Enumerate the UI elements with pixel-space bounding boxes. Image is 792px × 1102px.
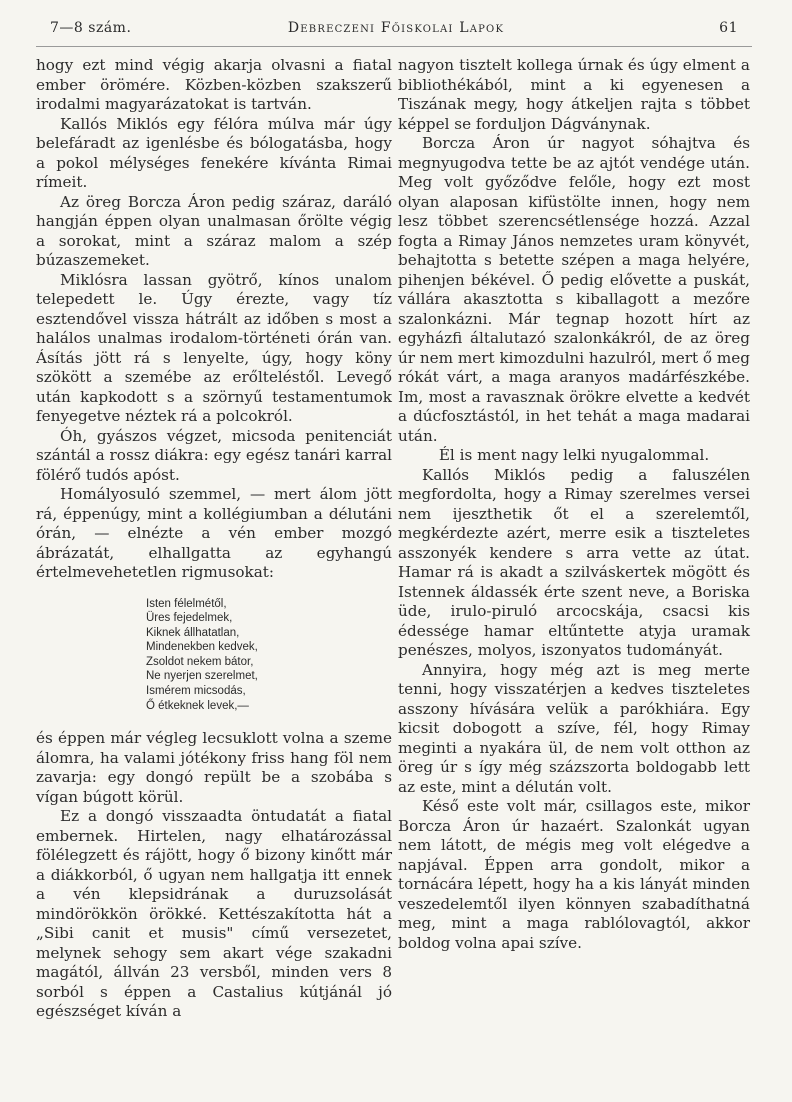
poem-line: Ő étkeknek levek,—	[146, 699, 249, 712]
paragraph: Az öreg Borcza Áron pedig száraz, daráló hangján éppen olyan unalmasan őrölte végig a sorokat, mint a száraz malom a szép búzaszemeket.	[36, 192, 392, 269]
paragraph: Késő este volt már, csillagos este, mikor Borcza Áron úr hazaért. Szalonkát ugyan nem látott, de mégis meg volt elégedve a napjával. Éppen arra gondolt, mikor a tornácára lépett, hogy ha a kis lányát minden veszedelemtől ilyen könnyen szabadíthatná meg, mint a maga rablólovagtól, akkor boldog volna apai szíve.	[398, 797, 750, 952]
poem-line: Zsoldot nekem bátor,	[146, 655, 254, 668]
journal-title: Debreczeni Főiskolai Lapok	[287, 20, 505, 36]
issue-number: 7—8 szám.	[50, 20, 132, 36]
paragraph: Homályosuló szemmel, — mert álom jött rá, éppenúgy, mint a kollégiumban a délutáni órán, — elnézte a vén ember mozgó ábrázatát, elhallgatta az egyhangú értelmevehetetlen rigmusokat:	[36, 485, 392, 581]
poem-line: Mindenekben kedvek,	[146, 641, 258, 654]
paragraph: Óh, gyászos végzet, micsoda penitenciát szántál a rossz diákra: egy egész tanári karral fölérő tudós apóst.	[36, 426, 392, 484]
paragraph: Miklósra lassan gyötrő, kínos unalom telepedett le. Úgy érezte, vagy tíz esztendővel vissza hátrált az időben s most a halálos unalmas irodalom-történeti órán van. Ásítás jött rá s lenyelte, úgy, hogy köny szökött a szemébe az erőlteléstől. Levegő után kapkodott s a szörnyű testamentumok fenyegetve néztek rá a polcokról.	[36, 270, 392, 425]
paragraph: és éppen már végleg lecsuklott volna a szeme álomra, ha valami jótékony friss hang föl nem zavarja: egy dongó repült be a szobába s vígan búgott körül.	[36, 729, 392, 806]
paragraph: Borcza Áron úr nagyot sóhajtva és megnyugodva tette be az ajtót vendége után. Meg volt győződve felőle, hogy ezt most olyan alaposan kifüstölte innen, hogy nem lesz többet szerencsétlensége hozzá. Azzal fogta a Rimay János nemzetes uram könyvét, behajtotta s betette szépen a maga helyére, pihenjen békével. Ő pedig elővette a puskát, vállára akasztotta s kiballagott a mezőre szalonkázni. Már tegnap hozott hírt az egyházfi általutazó szalonkákról, de az öreg úr nem mert kimozdulni hazulról, mert ő meg rókát várt, a maga aranyos madárfészkébe. Im, most a ravasznak örökre elvette a kedvét a dúcfosztástól, in het tehát a maga madarai után.	[398, 134, 750, 445]
poem-line: Üres fejedelmek,	[146, 612, 233, 625]
poem-line: Kiknek állhatatlan,	[146, 626, 240, 639]
paragraph: Él is ment nagy lelki nyugalommal.	[438, 446, 710, 464]
header-rule	[36, 46, 752, 47]
paragraph: nagyon tisztelt kollega úrnak és úgy elment a bibliothékából, mint a ki egyenesen a Tiszának megy, hogy átkeljen rajta s többet képpel se forduljon Dágványnak.	[398, 56, 750, 133]
paragraph: Kallós Miklós pedig a faluszélen megfordolta, hogy a Rimay szerelmes versei nem ijeszthetik őt el a szerelemtől, megkérdezte azért, merre esik a tiszteletes asszonyék kendere s arra vette az útat. Hamar rá is akadt a szilváskertek mögött és Istennek áldassék érte szent neve, a Boriska üde, irulo-piruló arcocskája, csacsi kis édessége hamar eltűntette atyja uramak penészes, molyos, iszonyatos tudományát.	[398, 465, 750, 659]
paragraph: Annyira, hogy még azt is meg merte tenni, hogy visszatérjen a kedves tiszteletes asszony hívására velük a parókhiára. Egy kicsit dobogott a szíve, fél, hogy Rimay meginti a nyakára ül, de nem volt otthon az öreg úr s így még százszorta boldogabb lett az este, mint a délután volt.	[398, 660, 750, 796]
right-column	[398, 56, 750, 953]
page-number: 61	[719, 20, 738, 36]
poem-line: Isten félelmétől,	[146, 597, 227, 610]
paragraph: hogy ezt mind végig akarja olvasni a fiatal ember örömére. Közben-közben szakszerű irodalmi magyarázatokat is tartván.	[36, 56, 392, 113]
poem-line: Ismérem micsodás,	[146, 685, 246, 698]
paragraph: Ez a dongó visszaadta öntudatát a fiatal embernek. Hirtelen, nagy elhatározással fölélegzett és rájött, hogy ő bizony kinőtt már a diákkorból, ő ugyan nem hallgatja itt ennek a vén klepsidrának a duruzsolását mindörökkön örökké. Kettészakította hát a „Sibi canit et musis" című versezetet, melynek sehogy sem akart vége szakadni magától, állván 23 versből, minden vers 8 sorból s éppen a Castalius kútjánál jó egészséget kíván a	[36, 807, 392, 1021]
left-column	[36, 56, 392, 1022]
poem-line: Ne nyerjen szerelmet,	[146, 670, 258, 683]
page-header	[40, 18, 752, 44]
poem-quote	[146, 597, 392, 714]
paragraph: Kallós Miklós egy félóra múlva már úgy belefáradt az igenlésbe és bólogatásba, hogy a pokol mélységes fenekére kívánta Rimai rímeit.	[36, 114, 392, 191]
